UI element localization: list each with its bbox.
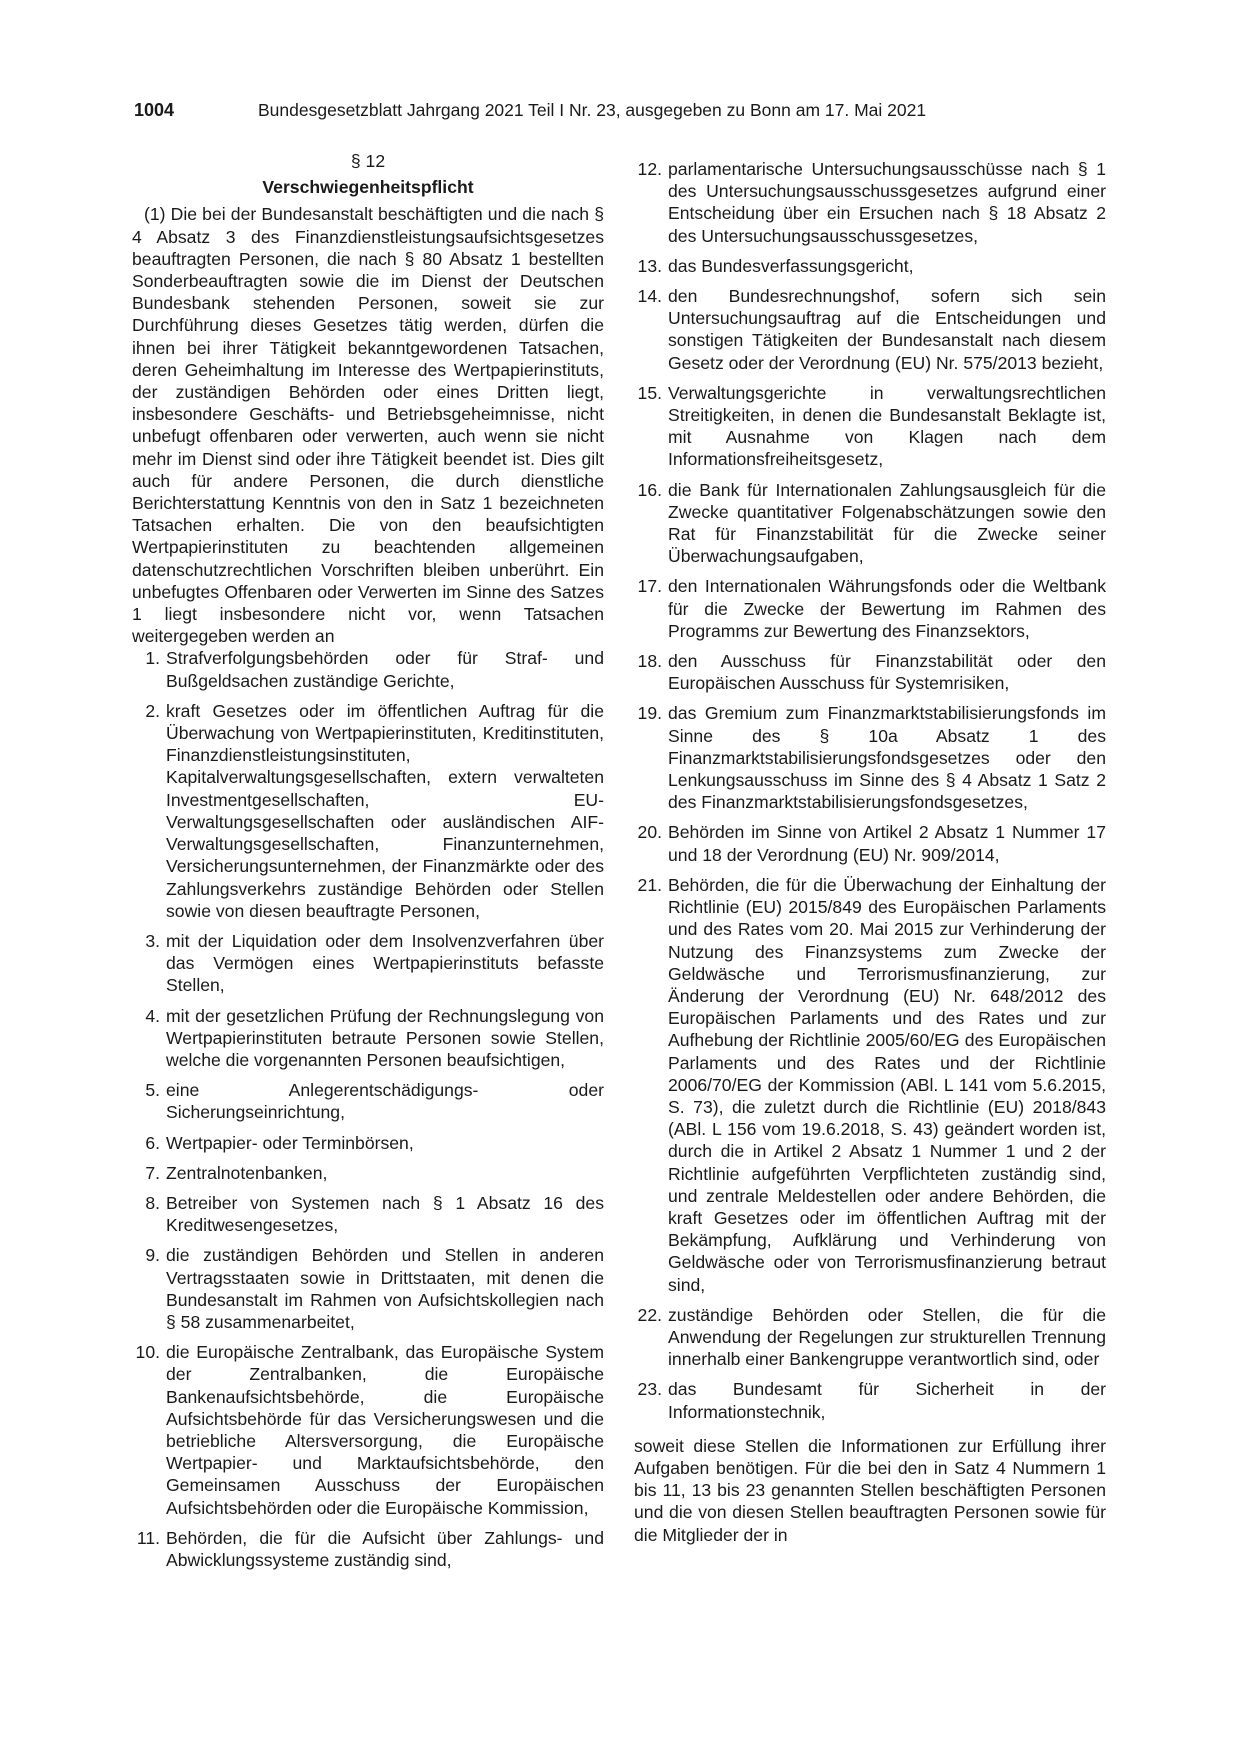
section-intro: (1) Die bei der Bundesanstalt beschäftigten und die nach § 4 Absatz 3 des Finanzdienstleistungsaufsichtsgesetzes beauftragten Personen, die nach § 80 Absatz 1 bestellten Sonderbeauftragten sowie die im Dienst der Deutschen Bundesbank stehenden Personen, soweit sie zur Durchführung dieses Gesetzes tätig werden, dürfen die ihnen bei ihrer Tätigkeit bekanntgewordenen Tatsachen, deren Geheimhaltung im Interesse des Wertpapierinstituts, der zuständigen Behörden oder eines Dritten liegt, insbesondere Geschäfts- und Betriebsgeheimnisse, nicht unbefugt offenbaren oder verwerten, auch wenn sie nicht mehr im Dienst sind oder ihre Tätigkeit beendet ist. Dies gilt auch für andere Personen, die durch dienstliche Berichterstattung Kenntnis von den in Satz 1 bezeichneten Tatsachen erhalten. Die von den beaufsichtigten Wertpapierinstituten zu beachtenden allgemeinen datenschutzrechtlichen Vorschriften bleiben unberührt. Ein unbefugtes Offenbaren oder Verwerten im Sinne des Satzes 1 liegt insbesondere nicht vor, wenn Tatsachen weitergegeben werden an [132,204,604,647]
list-item [634,650,1106,694]
list-item [132,1341,604,1519]
item-number: 3. [145,930,160,951]
list-item [132,1162,604,1184]
item-text: Behörden im Sinne von Artikel 2 Absatz 1 Nummer 17 und 18 der Verordnung (EU) Nr. 909/2014, [668,822,1106,865]
right-column [634,150,1106,1546]
item-text: kraft Gesetzes oder im öffentlichen Auftrag für die Überwachung von Wertpapierinstituten, Kreditinstituten, Finanzdienstleistungsinstituten, Kapitalverwaltungsgesellschaften, extern verwalteten Investmentgesellschaften, EU-Verwaltungsgesellschaften oder ausländischen AIF-Verwaltungsgesellschaften, Finanzunternehmen, Versicherungsunternehmen, der Finanzmärkte oder des Zahlungsverkehrs zuständige Behörden oder Stellen sowie von diesen beauftragte Personen, [166,700,604,921]
section-number: § 12 [350,151,386,171]
list-item [634,382,1106,471]
list-item [132,1132,604,1154]
section-title: Verschwiegenheitspflicht [262,177,474,198]
item-text: das Bundesamt für Sicherheit in der Informationstechnik, [668,1379,1106,1422]
item-text: den Ausschuss für Finanzstabilität oder den Europäischen Ausschuss für Systemrisiken, [668,651,1106,694]
list-item [132,1244,604,1333]
item-number: 11. [136,1527,160,1548]
item-number: 18. [637,651,662,672]
item-text: Strafverfolgungsbehörden oder für Straf- und Bußgeldsachen zuständige Gerichte, [166,648,604,691]
running-head: Bundesgesetzblatt Jahrgang 2021 Teil I Nr. 23, ausgegeben zu Bonn am 17. Mai 2021 [258,100,927,120]
item-number: 5. [145,1080,160,1101]
list-item [634,821,1106,865]
list-item [132,647,604,691]
list-item [132,1079,604,1123]
item-text: den Internationalen Währungsfonds oder die Weltbank für die Zwecke der Bewertung im Rahmen des Programms zur Bewertung des Finanzsektors, [668,576,1106,641]
item-text: die Bank für Internationalen Zahlungsausgleich für die Zwecke quantitativer Folgenabschätzungen sowie den Rat für Finanzstabilität für die Zwecke seiner Überwachungsaufgaben, [668,479,1106,567]
item-number: 21. [637,874,662,895]
item-text: Wertpapier- oder Terminbörsen, [166,1132,414,1153]
item-text: das Bundesverfassungsgericht, [668,255,914,276]
item-text: mit der Liquidation oder dem Insolvenzverfahren über das Vermögen eines Wertpapierinstituts befasste Stellen, [166,930,604,996]
list-item [634,158,1106,247]
item-number: 15. [637,382,662,403]
list-item [132,930,604,997]
item-number: 8. [145,1192,160,1213]
list-item [132,1527,604,1571]
list-item [132,700,604,922]
item-text: die Europäische Zentralbank, das Europäische System der Zentralbanken, die Europäische Bankenaufsichtsbehörde, die Europäische Aufsichtsbehörde für das Versicherungswesen und die betriebliche Altersversorgung, die Europäische Wertpapier- und Marktaufsichtsbehörde, den Gemeinsamen Ausschuss der Europäischen Aufsichtsbehörden oder die Europäische Kommission, [166,1342,604,1518]
item-number: 23. [637,1379,662,1400]
item-number: 13. [637,255,662,276]
item-text: mit der gesetzlichen Prüfung der Rechnungslegung von Wertpapierinstituten betraute Personen sowie Stellen, welche die vorgenannten Personen beaufsichtigen, [166,1005,604,1070]
enumeration-left [132,647,604,1571]
page-number: 1004 [134,100,175,120]
item-number: 20. [637,822,662,843]
closing-paragraph: soweit diese Stellen die Informationen zur Erfüllung ihrer Aufgaben benötigen. Für die bei den in Satz 4 Nummern 1 bis 11, 13 bis 23 genannten Stellen beschäftigten Personen und die von diesen Stellen beauftragten Personen sowie für die Mitglieder der in [634,1435,1106,1545]
enumeration-right [634,158,1106,1423]
item-text: Betreiber von Systemen nach § 1 Absatz 16 des Kreditwesengesetzes, [166,1192,604,1236]
item-number: 1. [145,648,160,669]
list-item [634,1378,1106,1422]
page-header [134,100,1109,128]
item-text: zuständige Behörden oder Stellen, die für die Anwendung der Regelungen zur strukturellen Trennung innerhalb einer Bankengruppe verantwortlich sind, oder [668,1304,1106,1370]
list-item [634,702,1106,813]
item-number: 9. [145,1245,160,1266]
item-text: das Gremium zum Finanzmarktstabilisierungsfonds im Sinne des § 10a Absatz 1 des Finanzmarktstabilisierungsfondsgesetzes oder den Lenkungsausschuss im Sinne des § 4 Absatz 1 Satz 2 des Finanzmarktstabilisierungsfondsgesetzes, [668,703,1106,813]
item-text: Behörden, die für die Aufsicht über Zahlungs- und Abwicklungssysteme zuständig sind, [166,1527,604,1570]
item-number: 4. [145,1005,160,1026]
item-number: 17. [637,576,662,597]
list-item [634,874,1106,1296]
item-text: die zuständigen Behörden und Stellen in anderen Vertragsstaaten sowie in Drittstaaten, mit denen die Bundesanstalt im Rahmen von Aufsichtskollegien nach § 58 zusammenarbeitet, [166,1245,604,1332]
item-number: 19. [637,703,662,724]
item-text: Behörden, die für die Überwachung der Einhaltung der Richtlinie (EU) 2015/849 des Europäischen Parlaments und des Rates vom 20. Mai 2015 zur Verhinderung der Nutzung des Finanzsystems zum Zwecke der Geldwäsche und Terrorismusfinanzierung, zur Änderung der Verordnung (EU) Nr. 648/2012 des Europäischen Parlaments und des Rates und zur Aufhebung der Richtlinie 2005/60/EG des Europäischen Parlaments und des Rates und der Richtlinie 2006/70/EG der Kommission (ABl. L 141 vom 5.6.2015, S. 73), die zuletzt durch die Richtlinie (EU) 2018/843 (ABl. L 156 vom 19.6.2018, S. 43) geändert worden ist, durch die in Artikel 2 Absatz 1 Nummer 1 und 2 der Richtlinie aufgeführten Verpflichteten zuständig sind, und zentrale Meldestellen oder andere Behörden, die kraft Gesetzes oder im öffentlichen Auftrag mit der Bekämpfung, Aufklärung und Verhinderung von Geldwäsche oder von Terrorismusfinanzierung betraut sind, [668,874,1106,1295]
list-item [132,1005,604,1072]
item-number: 22. [637,1304,662,1325]
list-item [634,1304,1106,1371]
item-number: 12. [637,159,662,179]
list-item [634,479,1106,568]
list-item [634,285,1106,374]
item-number: 7. [145,1162,160,1183]
item-number: 14. [637,286,662,307]
item-number: 10. [135,1342,160,1363]
item-text: den Bundesrechnungshof, sofern sich sein Untersuchungsauftrag auf die Entscheidungen und sonstigen Tätigkeiten der Bundesanstalt nach diesem Gesetz oder der Verordnung (EU) Nr. 575/2013 bezieht, [668,286,1106,373]
left-column [132,150,604,1571]
item-number: 16. [637,479,662,500]
list-item [132,1192,604,1236]
item-text: Verwaltungsgerichte in verwaltungsrechtlichen Streitigkeiten, in denen die Bundesanstalt Beklagte ist, mit Ausnahme von Klagen nach dem Informationsfreiheitsgesetz, [668,382,1106,470]
list-item [634,575,1106,642]
item-text: Zentralnotenbanken, [166,1162,328,1183]
item-number: 6. [145,1132,160,1153]
item-text: eine Anlegerentschädigungs- oder Sicherungseinrichtung, [166,1080,604,1123]
list-item [634,255,1106,277]
item-text: parlamentarische Untersuchungsausschüsse nach § 1 des Untersuchungsausschussgesetzes aufgrund einer Entscheidung über ein Ersuchen nach § 18 Absatz 2 des Untersuchungsausschussgesetzes, [668,159,1106,246]
item-number: 2. [145,700,160,721]
